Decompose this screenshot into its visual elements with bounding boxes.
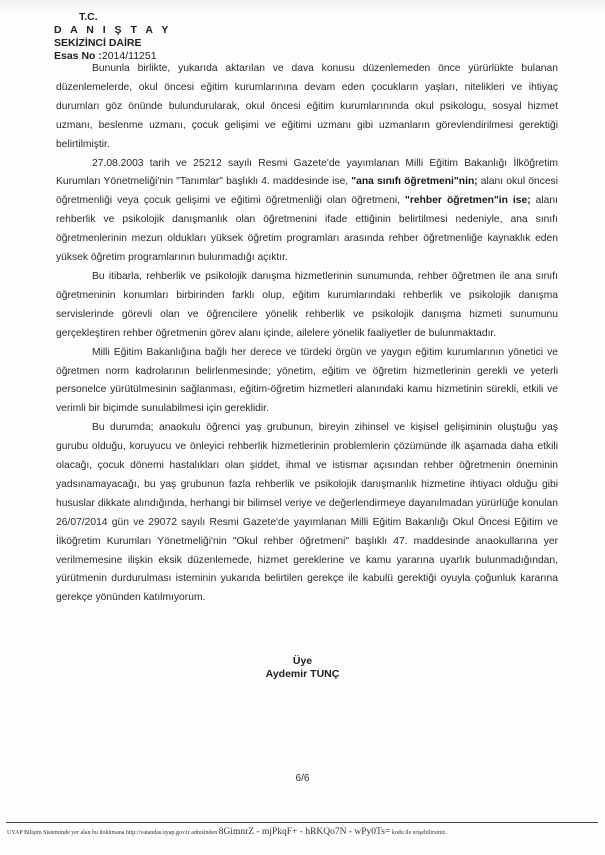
signature-title: Üye [292,655,313,667]
footer-access-codes: 8GimnrZ - mjPkqF+ - hRKQo7N - wPy0Ts= [218,827,391,837]
paragraph-text: alanı okul öncesi öğretmenliği veya çocuk gelişimi ve eğitimi öğretmenliği olan öğretmeni, [56,176,558,207]
footer-note [7,827,602,837]
footer-suffix: kodu ile erişebilirsiniz. [391,830,447,836]
paragraph-text: Milli Eğitim Bakanlığına bağlı her derece ve türdeki örgün ve yaygın eğitim kurumlarının yönetici ve öğretmen norm kadrolarının belirlenmesinde; yönetim, eğitim ve öğretim hizmetlerinin gerekli ve yeterli personelce yürütülmesinin sağlanması, eğitim-öğretim hizmetleri alanındaki kamu hizmetinin sürekli, etkili ve verimli bir biçimde sunulabilmesi için gereklidir. [56,346,558,415]
paragraph-text: 27.08.2003 tarih ve 25212 sayılı Resmi Gazete'de yayımlanan Milli Eğitim Bakanlığı İlköğretim Kurumları Yönetmeliği'nin "Tanımlar" başlıklı 4. maddesinde ise, [56,157,558,188]
bold-term: "ana sınıfı öğretmeni"nin; [351,176,478,188]
paragraph [56,155,558,268]
paragraph-text: Bu itibarla, rehberlik ve psikolojik danışma hizmetlerinin sunumunda, rehber öğretmen ile ana sınıfı öğretmeninin konumları birbirinden farklı olup, eğitim kurumlarındaki rehberlik ve psikolojik danışma servislerinde görevli olan ve öğrencilere yönelik rehberlik ve psikolojik danışma hizmeti sunumunu gerçekleştiren rehber öğretmenin görev alanı içinde, ailelere yönelik faaliyetler de bulunmaktadır. [56,270,558,339]
court-name: D A N I Ş T A Y [54,24,172,36]
signature-block [0,655,605,681]
paragraph-text: Bununla birlikte, yukarıda aktarılan ve dava konusu düzenlemeden önce yürürlükte bulanan düzenlemelerde, okul öncesi eğitim kurumlarınına devam eden çocukların yaşları, nitelikleri ve ihtiyaç durumları göz önünde bulundurularak, okul öncesi eğitim kurumlarınında okul psikologu, sosyal hizmet uzmanı, beslenme uzmanı, çocuk gelişimi ve eğitimi uzmanı gibi uzmanların görevlendirilmesi gerektiği belirtilmiştir. [56,63,558,150]
paragraph-text: alanı rehberlik ve psikolojik danışmanlık olan öğretmenini ifade ettiğinin belirtilmesi nedeniyle, ana sınıfı öğretmenlerinin mezun oldukları yüksek öğretim programları arasında rehber öğretmenliğe kaynaklık eden yüksek öğretim programlarının bulunmadığı açıktır. [56,195,558,264]
paragraph [56,344,558,420]
footer-prefix: UYAP Bilişim Sisteminde yer alan bu dokümana http://vatandas.uyap.gov.tr adresinden [7,830,218,836]
paragraph [56,60,558,155]
document-header [54,11,171,63]
chamber-name: SEKİZİNCİ DAİRE [54,37,142,49]
case-number-label: Esas No : [54,50,102,62]
bold-term: "rehber öğretmen"in ise; [405,195,531,207]
signature-name: Aydemir TUNÇ [265,668,340,680]
footer-divider [6,822,598,823]
page-number: 6/6 [295,773,310,784]
case-number: 2014/11251 [101,50,157,62]
paragraph-text: Bu durumda; anaokulu öğrenci yaş grubunun, bireyin zihinsel ve kişisel gelişiminin oluştuğu yaş gurubu olduğu, koruyucu ve önleyici rehberlik hizmetlerinin problemlerin çözümünde ilk aşamada daha etkili olacağı, çocuk dönemi hastalıkları olan şiddet, ihmal ve istismar açısından rehber öğretmenin öneminin yadsınamayacağı, bu yaş grubunun fazla rehberlik ve psikolojik danışmanlık hizmetine ihtiyacı olduğu gibi hususlar dikkate alındığında, herhangi bir bilimsel veriye ve değerlendirmeye dayanılmadan yürürlüğe konulan 26/07/2014 gün ve 29072 sayılı Resmi Gazete'de yayımlanan Milli Eğitim Bakanlığı Okul Öncesi Eğitim ve İlköğretim Kurumları Yönetmeliği'nin "Okul rehber öğretmeni" başlıklı 47. maddesinde anaokullarına yer verilmemesine ilişkin eksik düzenlemede, hizmet gereklerine ve kamu yararına uyarlık bulunmadığından, yürütmenin durdurulması isteminin yukarıda belirtilen gerekçe ile kabulü gerektiği oyuyla çoğunluk kararına gerekçe yönünden katılmıyorum. [56,422,558,604]
paragraph [56,419,558,608]
paragraph [56,268,558,344]
tc-label: T.C. [79,11,98,23]
dissent-body [56,60,558,608]
